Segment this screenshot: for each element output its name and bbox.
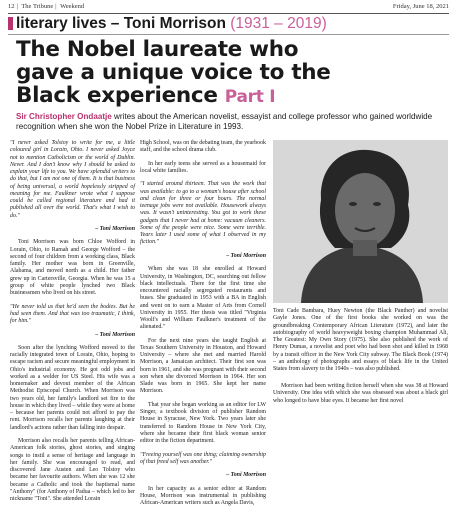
issue-date: Friday, June 18, 2021 [392,3,449,10]
paragraph: Toni Morrison was born Chloe Wofford in Lorain, Ohio, to Ramah and George Wofford – the second of four children from a working class, Black family. Her mother was born in Greenville, Alabama, and moved north as a child. Her father grew up in Cartersville, Georgia. When he was 15 a group of white people lynched two Black businessmen who lived on his street. [10,239,135,297]
paragraph: In her early teens she served as a housemaid for local white families. [140,160,266,174]
paragraph: Soon after the lynching Wofford moved to the racially integrated town of Lorain, Ohio, hoping to escape racism and secure meaningful employment in Ohio's industrial economy. He got odd jobs and worked as a welder for US Steel. His wife was a homemaker and devout member of the African Methodist Episcopal Church. When Morrison was two years old, her family's landlord set fire to the house in which they lived – while they were at home – because her parents could not afford to pay the rent. Morrison recalls her parents laughing at their landlord's actions rather than falling into despair. [10,344,135,431]
section-divider [8,34,449,35]
section-accent-bar [8,17,13,30]
paragraph: In her capacity as a senior editor at Random House, Morrison was instrumental in publishing African-American writers such as Angela Davis, [140,485,266,507]
section-title: literary lives – Toni Morrison (1931 – 2019) [8,15,327,33]
pull-quote: "Freeing yourself was one thing; claiming ownership of that freed self was another." [140,451,266,465]
part-label: Part I [224,87,276,107]
quote-attribution: – Toni Morrison [226,252,266,259]
paragraph: Morrison also recalls her parents telling African-American folk stories, ghost stories, and singing songs to instil a sense of heritage and language in her family. She was encouraged to read, and discovered Jane Austen and Leo Tolstoy who became her favourite authors. When she was 12 she became a Catholic and took the baptismal name "Anthony" (for Anthony of Padua – which led to her nickname "Toni". She attended Lorain [10,438,135,503]
byline: Sir Christopher Ondaatje [16,112,112,121]
paper-name: The Tribune [21,3,54,10]
pull-quote: "He never told us that he'd seen the bodies. But he had seen them. And that was too traumatic, I think, for him." [10,303,135,325]
quote-attribution: – Toni Morrison [95,225,135,232]
masthead [8,3,449,14]
article-column-1 [10,140,135,510]
pull-quote: "I started around thirteen. That was the work that was available: to go to a woman's house after school and clean for three or four hours. The normal teenage jobs were not available. Housework always was. It wasn't uninteresting. You got to work these gadgets that I never had at home: vacuum cleaners. Some of the people were nice. Some were terrible. Years later I used some of what I observed in my fiction." [140,181,266,246]
paragraph: That year she began working as an editor for LW Singer, a textbook division of publisher Random House in Syracuse, New York. Two years later she transferred to Random House in New York City, where she became their first black woman senior editor in the fiction department. [140,401,266,445]
paragraph: High School, was on the debating team, the yearbook staff, and the school drama club. [140,140,266,154]
quote-attribution: – Toni Morrison [226,472,266,479]
masthead-left: 12 | The Tribune | Weekend [8,3,85,10]
standfirst: Sir Christopher Ondaatje writes about the American novelist, essayist and college professor who gained worldwide recognition when she won the Nobel Prize in Literature in 1993. [16,112,433,131]
portrait-photo [273,140,448,303]
article-column-3 [273,383,448,411]
subject-name: Toni Morrison [123,15,226,32]
quote-attribution: – Toni Morrison [95,331,135,338]
article-column-2 [140,140,266,514]
photo-caption-continuation: Toni Cade Bambara, Huey Newton (the Black Panther) and novelist Gayle Jones. One of the first books she worked on was the groundbreaking Contemporary African Literature (1972), and later the autobiography of world heavyweight boxing champion Muhammad Ali, The Greatest: My Own Story (1975). She also published the work of Henry Dumas, a novelist and poet who had been shot and killed in 1968 by a transit officer in the New York City subway. The Black Book (1974) – an anthology of photographs and essays of black life in the United States from slavery to the 1940s – was also published. [273,308,448,372]
paragraph: For the next nine years she taught English at Texas Southern University in Houston, and Howard University – where she met and married Harold Morrison, a Jamaican architect. Their first son was born in 1961, and she was pregnant with their second son when she divorced Morrison in 1964. Her son Slade was born in 1965. She kept her name Morrison. [140,337,266,395]
paragraph: Morrison had been writing fiction herself when she was 38 at Howard University. One idea with which she was obsessed was about a black girl who longed to have blue eyes. It became her first novel [273,383,448,404]
page-number: 12 [8,3,15,10]
section-label: literary lives [16,15,107,32]
portrait-illustration [273,140,448,303]
section-name: Weekend [60,3,85,10]
paragraph: When she was 18 she enrolled at Howard University, in Washington, DC, searching out fellow black intellectuals. There for the first time she encountered racially segregated restaurants and buses. She graduated in 1953 with a BA in English and went on to earn a Master of Arts from Cornell University in 1955. Her thesis was titled "Virginia Woolf's and William Faulkner's treatment of the alienated." [140,266,266,331]
subject-years: (1931 – 2019) [230,15,327,32]
headline: The Nobel laureate who gave a unique voice to the Black experience Part I [16,37,331,108]
pull-quote: "I never asked Tolstoy to write for me, a little coloured girl in Lorain, Ohio. I never asked Joyce not to mention Catholicism or the world of Dublin. Never. And I don't know why I should be asked to explain your life to you. We have splendid writers to do that, but I am not one of them. It is that business of being universal, a world hopelessly stripped of meaning for me. Faulkner wrote what I suppose could be called regional literature and had it published all over the world. That's what I wish to do." [10,140,135,219]
